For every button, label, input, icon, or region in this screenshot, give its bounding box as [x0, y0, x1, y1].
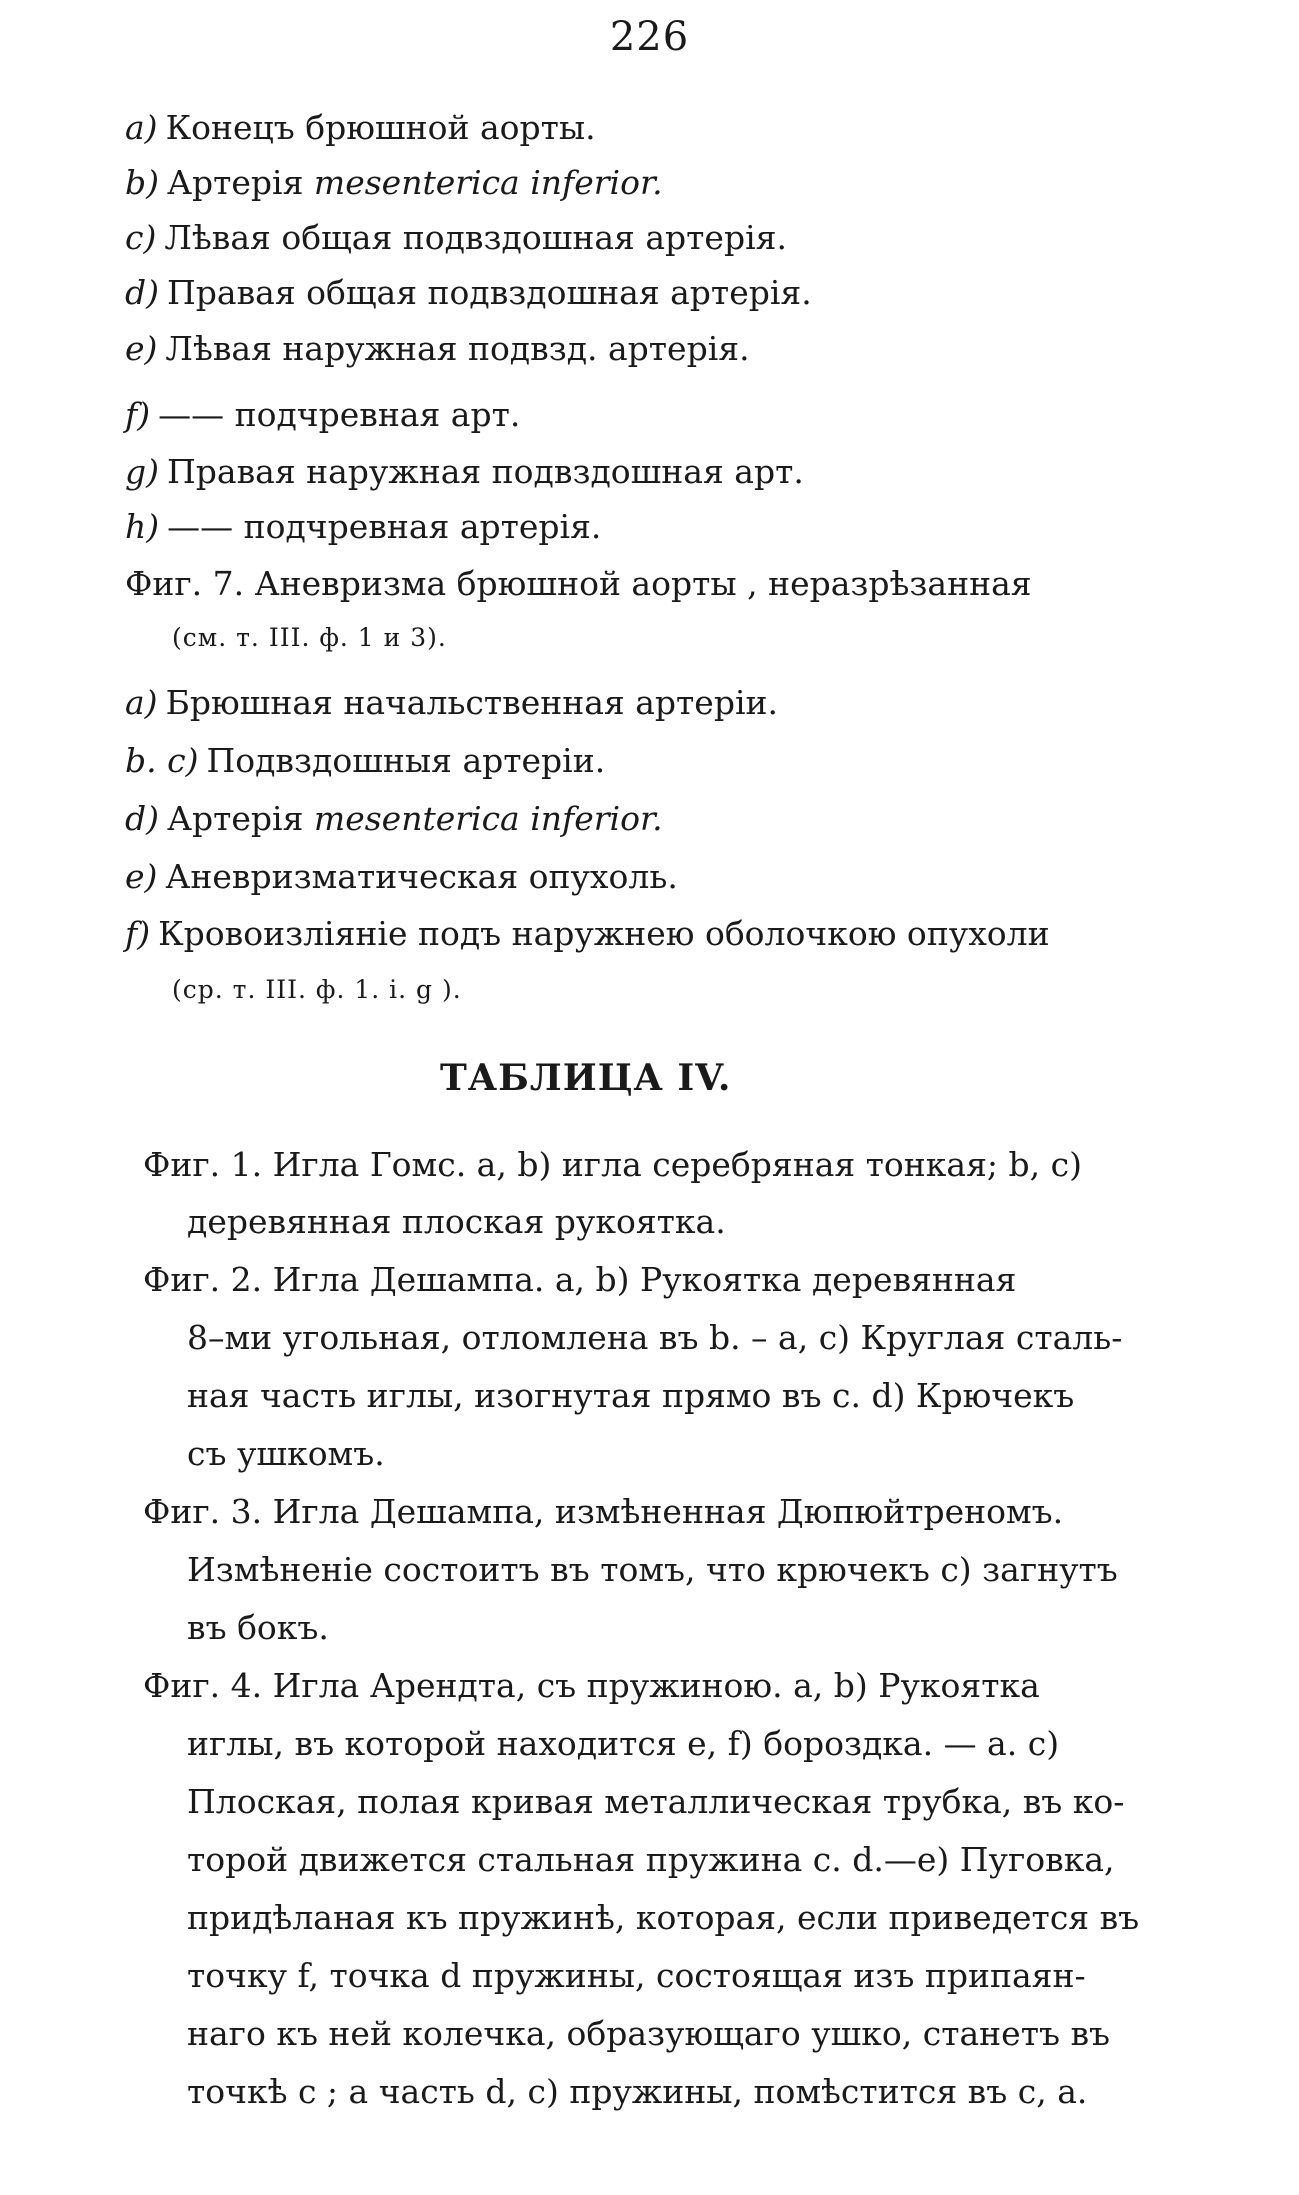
fig1-line: деревянная плоская рукоятка.: [187, 1202, 726, 1241]
fig2-line: 8–ми угольная, отломлена въ b. – a, c) Круглая сталь-: [187, 1318, 1123, 1357]
list-item: c) Лѣвая общая подвздошная артерія.: [125, 218, 787, 257]
list-item: e) Лѣвая наружная подвзд. артерія.: [125, 329, 750, 368]
fig4-line: придѣланая къ пружинѣ, которая, если приведется въ: [187, 1898, 1140, 1937]
list-item: h) —— подчревная артерія.: [125, 507, 602, 546]
fig4-line: торой движется стальная пружина c. d.—e) Пуговка,: [187, 1840, 1115, 1879]
fig4-line: иглы, въ которой находится e, f) бороздка. — a. c): [187, 1724, 1060, 1763]
list-item: d) Правая общая подвздошная артерія.: [125, 273, 812, 312]
list-item: a) Брюшная начальственная артеріи.: [125, 683, 778, 722]
fig4-line: точкѣ c ; а часть d, c) пружины, помѣстится въ c, a.: [187, 2072, 1088, 2111]
fig3-line: Фиг. 3. Игла Дешампа, измѣненная Дюпюйтреномъ.: [143, 1492, 1064, 1531]
fig3-line: Измѣненіе состоитъ въ томъ, что крючекъ c) загнутъ: [187, 1550, 1118, 1589]
list-item: e) Аневризматическая опухоль.: [125, 857, 678, 896]
list-item: d) Артерія mesenterica inferior.: [125, 799, 663, 838]
fig2-line: Фиг. 2. Игла Дешампа. a, b) Рукоятка деревянная: [143, 1260, 1017, 1299]
page-number: 226: [609, 14, 690, 60]
fig7-title: Фиг. 7. Аневризма брюшной аорты , неразрѣзанная: [125, 564, 1032, 603]
fig7-note: (см. т. III. ф. 1 и 3).: [172, 623, 447, 652]
fig1-line: Фиг. 1. Игла Гомс. a, b) игла серебряная тонкая; b, c): [143, 1145, 1082, 1184]
list-item: f) —— подчревная арт.: [125, 395, 521, 434]
fig2-line: съ ушкомъ.: [187, 1434, 385, 1473]
list-item: b) Артерія mesenterica inferior.: [125, 163, 663, 202]
fig7-note2: (ср. т. III. ф. 1. i. g ).: [172, 975, 462, 1004]
list-item: g) Правая наружная подвздошная арт.: [125, 452, 804, 491]
list-item: a) Конецъ брюшной аорты.: [125, 108, 596, 147]
fig4-line: наго къ ней колечка, образующаго ушко, станетъ въ: [187, 2014, 1111, 2053]
list-item: b. c) Подвздошныя артеріи.: [125, 741, 606, 780]
table-heading: ТАБЛИЦА IV.: [440, 1057, 732, 1099]
list-item: f) Кровоизліяніе подъ наружнею оболочкою опухоли: [125, 914, 1050, 953]
fig4-line: Плоская, полая кривая металлическая трубка, въ ко-: [187, 1782, 1125, 1821]
fig4-line: точку f, точка d пружины, состоящая изъ припаян-: [187, 1956, 1086, 1995]
fig3-line: въ бокъ.: [187, 1608, 329, 1647]
fig2-line: ная часть иглы, изогнутая прямо въ c. d) Крючекъ: [187, 1376, 1075, 1415]
fig4-line: Фиг. 4. Игла Арендта, съ пружиною. a, b) Рукоятка: [143, 1666, 1040, 1705]
